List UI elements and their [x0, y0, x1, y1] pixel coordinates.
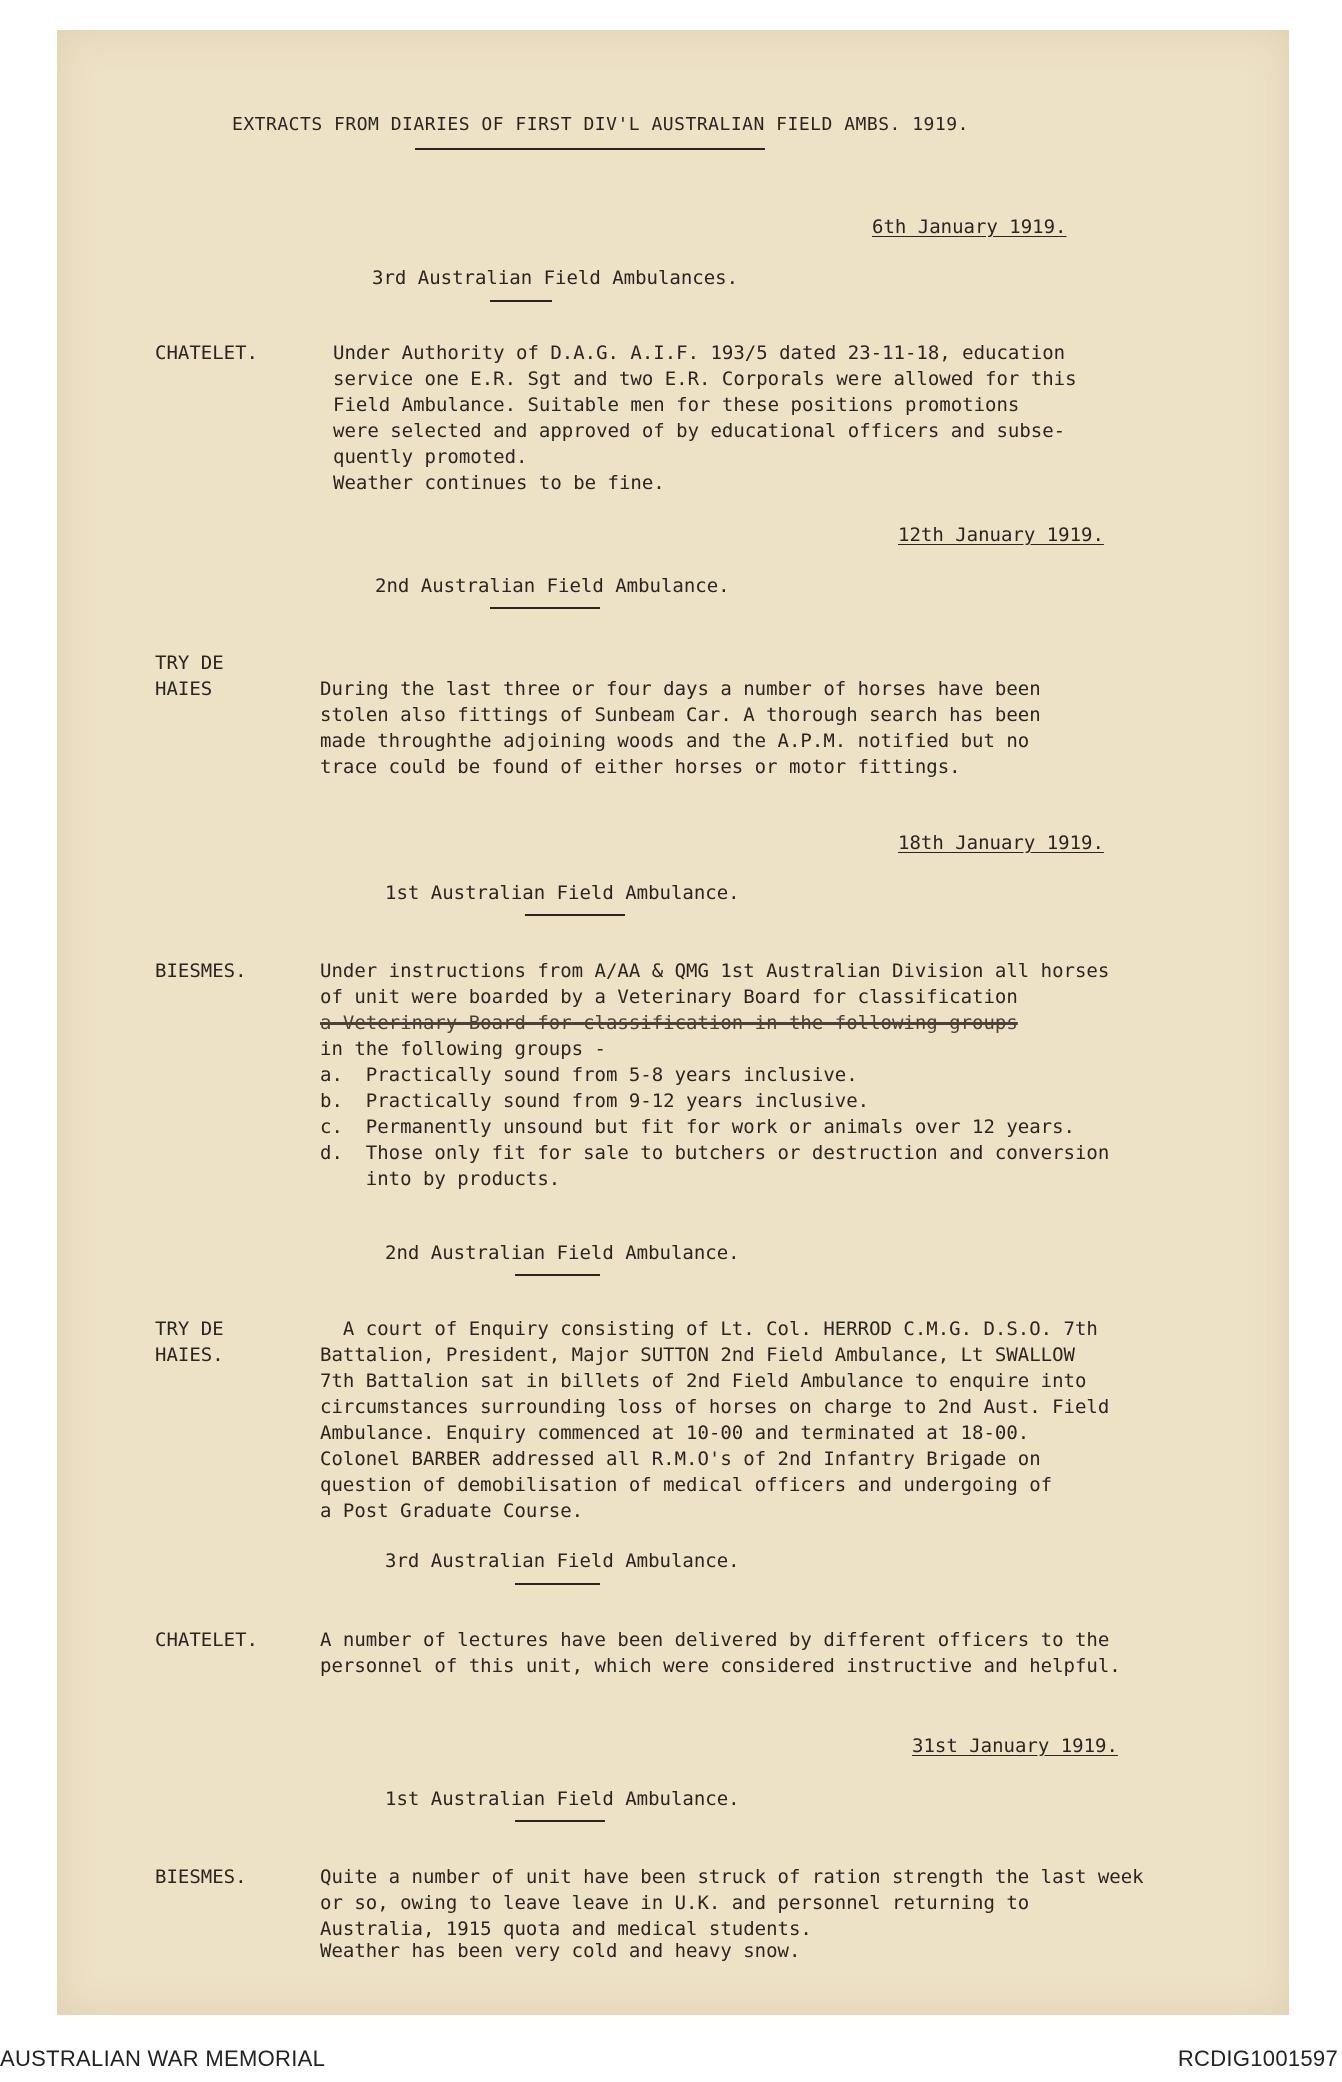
unit-heading: 2nd Australian Field Ambulance.: [385, 1242, 740, 1264]
unit-underline: [490, 300, 552, 302]
page-title: EXTRACTS FROM DIARIES OF FIRST DIV'L AUSTRALIAN FIELD AMBS. 1919.: [232, 114, 969, 135]
diary-line: A number of lectures have been delivered by different officers to the: [320, 1629, 1110, 1651]
diary-line: into by products.: [320, 1168, 561, 1190]
footer-archive-name: AUSTRALIAN WAR MEMORIAL: [0, 2046, 326, 2071]
entry-date: 18th January 1919.: [898, 832, 1104, 854]
diary-line: Weather continues to be fine.: [333, 472, 665, 494]
diary-line: Weather has been very cold and heavy snow.: [320, 1940, 801, 1962]
location-label: TRY DE: [155, 1318, 224, 1340]
location-label: BIESMES.: [155, 960, 247, 982]
unit-heading: 3rd Australian Field Ambulance.: [385, 1550, 740, 1572]
diary-line: stolen also fittings of Sunbeam Car. A thorough search has been: [320, 704, 1041, 726]
diary-line: quently promoted.: [333, 446, 528, 468]
diary-line: made throughthe adjoining woods and the A.P.M. notified but no: [320, 730, 1030, 752]
location-label: CHATELET.: [155, 1629, 258, 1651]
unit-underline: [515, 1820, 605, 1822]
diary-line: Under instructions from A/AA & QMG 1st Australian Division all horses: [320, 960, 1110, 982]
diary-line: During the last three or four days a number of horses have been: [320, 678, 1041, 700]
unit-underline: [490, 607, 600, 609]
unit-underline: [525, 914, 625, 916]
unit-heading: 2nd Australian Field Ambulance.: [375, 575, 730, 597]
diary-line: Ambulance. Enquiry commenced at 10-00 and terminated at 18-00.: [320, 1422, 1030, 1444]
diary-line: personnel of this unit, which were considered instructive and helpful.: [320, 1655, 1121, 1677]
diary-line: question of demobilisation of medical officers and undergoing of: [320, 1474, 1053, 1496]
diary-line: circumstances surrounding loss of horses on charge to 2nd Aust. Field: [320, 1396, 1110, 1418]
entry-date: 31st January 1919.: [912, 1735, 1118, 1757]
diary-line: a. Practically sound from 5-8 years inclusive.: [320, 1064, 858, 1086]
unit-heading: 1st Australian Field Ambulance.: [385, 882, 740, 904]
location-label: BIESMES.: [155, 1866, 247, 1888]
diary-line: in the following groups -: [320, 1038, 606, 1060]
diary-line: or so, owing to leave leave in U.K. and personnel returning to: [320, 1892, 1030, 1914]
diary-line: Colonel BARBER addressed all R.M.O's of 2nd Infantry Brigade on: [320, 1448, 1041, 1470]
unit-underline: [515, 1274, 600, 1276]
diary-line: Quite a number of unit have been struck of ration strength the last week: [320, 1866, 1144, 1888]
diary-line: d. Those only fit for sale to butchers or destruction and conversion: [320, 1142, 1110, 1164]
location-label: CHATELET.: [155, 342, 258, 364]
diary-line: Under Authority of D.A.G. A.I.F. 193/5 dated 23-11-18, education: [333, 342, 1066, 364]
diary-line: b. Practically sound from 9-12 years inclusive.: [320, 1090, 870, 1112]
diary-line: service one E.R. Sgt and two E.R. Corporals were allowed for this: [333, 368, 1077, 390]
footer-record-id: RCDIG1001597: [1177, 2046, 1338, 2071]
diary-line: Field Ambulance. Suitable men for these positions promotions: [333, 394, 1020, 416]
struck-line: a Veterinary Board for classification in the following groups: [320, 1012, 1018, 1034]
diary-line: were selected and approved of by educational officers and subse-: [333, 420, 1066, 442]
diary-line: a Post Graduate Course.: [320, 1500, 584, 1522]
diary-line: of unit were boarded by a Veterinary Board for classification: [320, 986, 1018, 1008]
unit-heading: 1st Australian Field Ambulance.: [385, 1788, 740, 1810]
diary-line: c. Permanently unsound but fit for work or animals over 12 years.: [320, 1116, 1075, 1138]
location-label: HAIES.: [155, 1344, 224, 1366]
entry-date: 6th January 1919.: [872, 216, 1067, 238]
diary-line: trace could be found of either horses or motor fittings.: [320, 756, 961, 778]
diary-line: Australia, 1915 quota and medical students.: [320, 1918, 812, 1940]
unit-underline: [515, 1583, 600, 1585]
location-label: TRY DE: [155, 652, 224, 674]
diary-line: A court of Enquiry consisting of Lt. Col. HERROD C.M.G. D.S.O. 7th: [320, 1318, 1098, 1340]
unit-heading: 3rd Australian Field Ambulances.: [372, 267, 739, 289]
location-label: HAIES: [155, 678, 213, 700]
title-underline: [415, 148, 765, 150]
entry-date: 12th January 1919.: [898, 524, 1104, 546]
diary-line: Battalion, President, Major SUTTON 2nd Field Ambulance, Lt SWALLOW: [320, 1344, 1075, 1366]
diary-line: 7th Battalion sat in billets of 2nd Field Ambulance to enquire into: [320, 1370, 1087, 1392]
